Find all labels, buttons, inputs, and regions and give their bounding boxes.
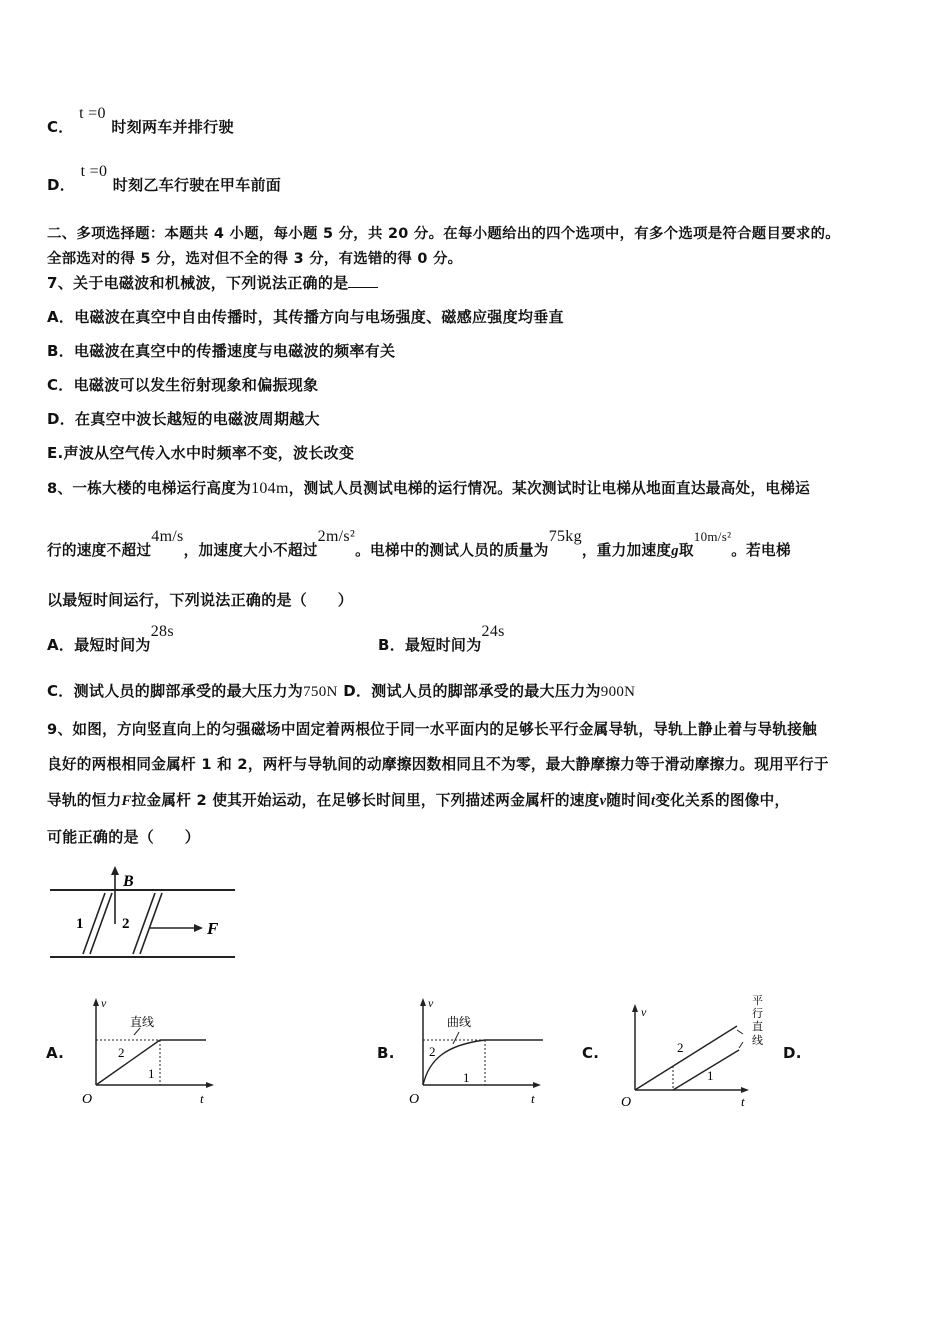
svg-text:2: 2 — [118, 1045, 125, 1060]
svg-text:O: O — [621, 1095, 632, 1110]
q8-option-b: B．最短时间为24s — [378, 623, 505, 654]
svg-text:v: v — [101, 996, 107, 1010]
q9-line1: 9、如图，方向竖直向上的匀强磁场中固定着两根位于同一水平面内的足够长平行金属导轨，导轨上静止着与导轨接触 — [47, 721, 818, 738]
label-b: B — [123, 873, 134, 890]
svg-text:O: O — [409, 1092, 420, 1107]
svg-text:直线: 直线 — [130, 1015, 155, 1029]
graph-c-letter: C. — [582, 1044, 600, 1062]
answer-blank — [348, 275, 378, 288]
rod-2-label: 2 — [122, 916, 130, 932]
svg-text:t: t — [200, 1091, 204, 1106]
svg-text:直: 直 — [752, 1021, 763, 1033]
q6-option-c: C． t =0 时刻两车并排行驶 — [47, 105, 234, 136]
svg-text:1: 1 — [148, 1066, 155, 1081]
svg-text:行: 行 — [752, 1008, 763, 1020]
q8-line2: 行的速度不超过4m/s，加速度大小不超过2m/s²。电梯中的测试人员的质量为75kg，重力加速度g取10m/s²。若电梯 — [47, 528, 791, 559]
q9-line4: 可能正确的是（ ） — [47, 828, 201, 846]
q8-line1: 8、一栋大楼的电梯运行高度为104m，测试人员测试电梯的运行情况。某次测试时让电梯从地面直达最高处，电梯运 — [47, 480, 811, 497]
svg-text:v: v — [428, 996, 434, 1010]
q7-option-a: A．电磁波在真空中自由传播时，其传播方向与电场强度、磁感应强度均垂直 — [47, 308, 564, 326]
q8-option-a: A．最短时间为28s — [47, 623, 174, 654]
math-t-eq-0: t =0 — [80, 163, 108, 180]
label-f: F — [207, 919, 219, 938]
svg-text:1: 1 — [463, 1070, 470, 1085]
q7-option-d: D．在真空中波长越短的电磁波周期越大 — [47, 410, 320, 428]
svg-text:线: 线 — [752, 1035, 763, 1047]
svg-text:平: 平 — [752, 995, 763, 1007]
q9-line3: 导轨的恒力F拉金属杆 2 使其开始运动，在足够长时间里，下列描述两金属杆的速度v随时间t变化关系的图像中， — [47, 792, 790, 809]
graph-a — [78, 990, 218, 1110]
svg-text:1: 1 — [707, 1068, 714, 1083]
section2-line1: 二、多项选择题：本题共 4 小题，每小题 5 分，共 20 分。在每小题给出的四个选项中，有多个选项是符合题目要求的。 — [47, 226, 840, 242]
rod-1-label: 1 — [76, 916, 84, 932]
svg-text:O: O — [82, 1092, 93, 1107]
svg-text:曲线: 曲线 — [447, 1015, 472, 1029]
graph-b-letter: B. — [377, 1044, 395, 1062]
svg-text:v: v — [641, 1005, 647, 1019]
q9-line2: 良好的两根相同金属杆 1 和 2，两杆与导轨间的动摩擦因数相同且不为零，最大静摩擦力等于滑动摩擦力。现用平行于 — [47, 756, 829, 773]
q6-option-d: D． t =0 时刻乙车行驶在甲车前面 — [47, 163, 282, 194]
q7-stem: 7、关于电磁波和机械波，下列说法正确的是 — [47, 272, 378, 293]
q8-options-cd: C．测试人员的脚部承受的最大压力为750N D．测试人员的脚部承受的最大压力为900N — [47, 682, 636, 700]
q8-line3: 以最短时间运行，下列说法正确的是（ ） — [47, 591, 354, 609]
q7-option-b: B．电磁波在真空中的传播速度与电磁波的频率有关 — [47, 342, 396, 360]
section2-line2: 全部选对的得 5 分，选对但不全的得 3 分，有选错的得 0 分。 — [47, 251, 463, 267]
rails-figure — [45, 862, 245, 962]
graph-b — [405, 990, 550, 1110]
svg-text:t: t — [741, 1094, 745, 1109]
math-t-eq-0: t =0 — [79, 105, 106, 122]
graph-a-letter: A. — [46, 1044, 65, 1062]
svg-text:2: 2 — [429, 1044, 436, 1059]
q7-option-e: E.声波从空气传入水中时频率不变，波长改变 — [47, 444, 355, 462]
svg-text:2: 2 — [677, 1040, 684, 1055]
graph-c — [615, 990, 780, 1115]
svg-text:t: t — [531, 1091, 535, 1106]
q7-option-c: C．电磁波可以发生衍射现象和偏振现象 — [47, 376, 319, 394]
graph-d-letter: D. — [783, 1044, 802, 1062]
